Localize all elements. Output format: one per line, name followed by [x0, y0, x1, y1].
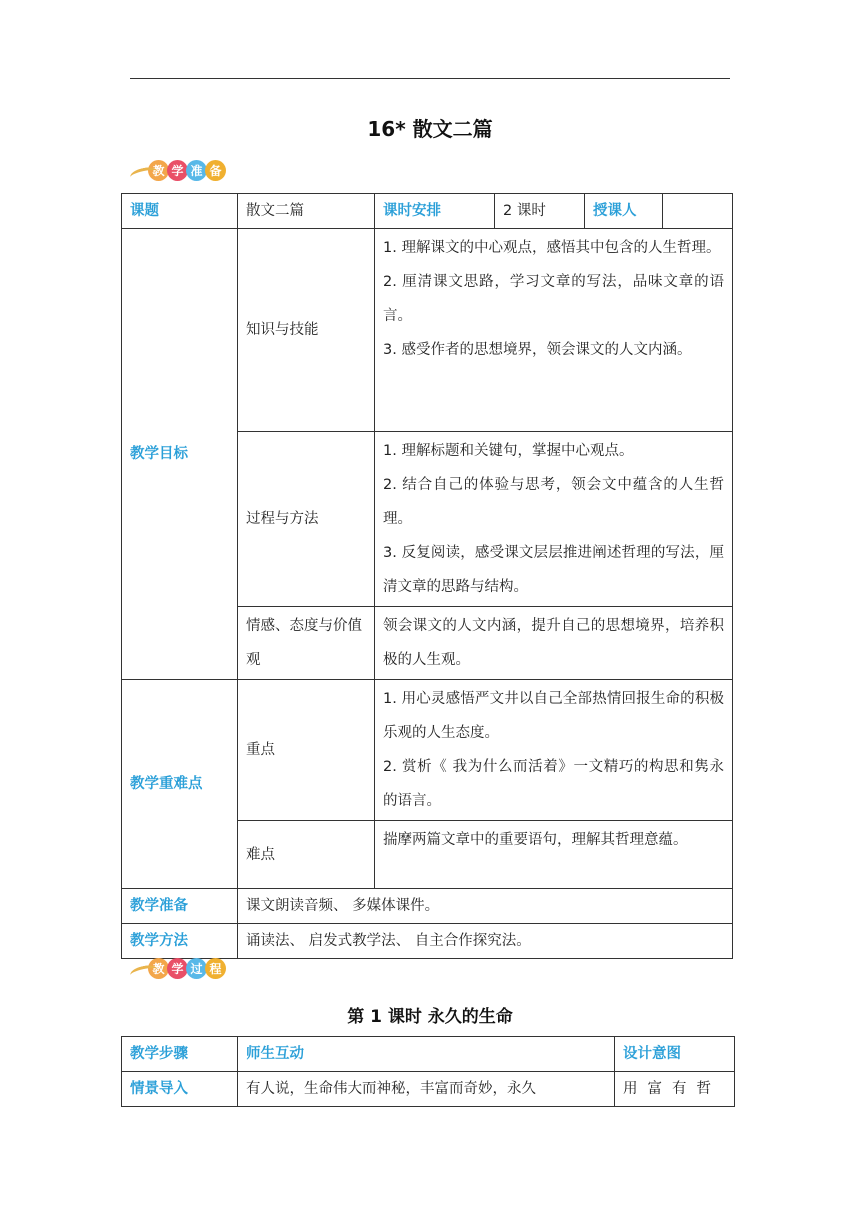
badge-char: 备	[205, 160, 226, 181]
teaching-prep-badge	[128, 157, 226, 183]
column-header: 教学步骤	[122, 1037, 238, 1072]
list-item: 2. 厘清课文思路，学习文章的写法，品味文章的语言。	[383, 274, 724, 324]
method-value: 诵读法、 启发式教学法、 自主合作探究法。	[238, 924, 733, 959]
table-cell: 用富有哲	[615, 1072, 735, 1107]
prep-value: 课文朗读音频、 多媒体课件。	[238, 889, 733, 924]
column-header: 设计意图	[615, 1037, 735, 1072]
swoosh-icon	[128, 957, 158, 979]
list-item: 揣摩两篇文章中的重要语句，理解其哲理意蕴。	[383, 832, 688, 848]
badge-char: 准	[186, 160, 207, 181]
lesson-info-table	[121, 193, 733, 959]
process-label: 过程与方法	[238, 432, 375, 607]
key-points-label: 教学重难点	[122, 680, 238, 889]
hours-value: 2 课时	[495, 194, 585, 229]
header-rule	[130, 78, 730, 79]
list-item: 3. 反复阅读，感受课文层层推进阐述哲理的写法，厘清文章的思路与结构。	[383, 545, 724, 595]
goals-label: 教学目标	[122, 229, 238, 680]
list-item: 3. 感受作者的思想境界，领会课文的人文内涵。	[383, 342, 692, 358]
difficulty-label: 难点	[238, 821, 375, 889]
list-item: 领会课文的人文内涵，提升自己的思想境界，培养积极的人生观。	[383, 618, 724, 668]
list-item: 1. 理解标题和关键句，掌握中心观点。	[383, 443, 634, 459]
knowledge-items	[375, 229, 733, 432]
difficulty-items	[375, 821, 733, 889]
badge-char: 过	[186, 958, 207, 979]
hours-label: 课时安排	[375, 194, 495, 229]
knowledge-label: 知识与技能	[238, 229, 375, 432]
prep-label: 教学准备	[122, 889, 238, 924]
emotion-label: 情感、态度与价值观	[238, 607, 375, 680]
topic-value: 散文二篇	[238, 194, 375, 229]
badge-char: 学	[167, 160, 188, 181]
badge-char: 教	[148, 160, 169, 181]
list-item: 1. 理解课文的中心观点，感悟其中包含的人生哲理。	[383, 240, 721, 256]
badge-char: 程	[205, 958, 226, 979]
list-item: 2. 结合自己的体验与思考，领会文中蕴含的人生哲理。	[383, 477, 724, 527]
teacher-label: 授课人	[585, 194, 663, 229]
list-item: 2. 赏析《 我为什么而活着》一文精巧的构思和隽永的语言。	[383, 759, 724, 809]
table-cell: 情景导入	[122, 1072, 238, 1107]
emotion-items	[375, 607, 733, 680]
badge-char: 教	[148, 958, 169, 979]
lesson-title: 第 1 课时 永久的生命	[347, 1007, 513, 1027]
badge-char: 学	[167, 958, 188, 979]
list-item: 1. 用心灵感悟严文井以自己全部热情回报生命的积极乐观的人生态度。	[383, 691, 724, 741]
teaching-process-badge	[128, 955, 226, 981]
process-items	[375, 432, 733, 607]
table-row	[122, 1072, 735, 1107]
focus-items	[375, 680, 733, 821]
focus-label: 重点	[238, 680, 375, 821]
method-label: 教学方法	[122, 924, 238, 959]
teaching-process-table	[121, 1036, 735, 1107]
column-header: 师生互动	[238, 1037, 615, 1072]
topic-label: 课题	[122, 194, 238, 229]
swoosh-icon	[128, 159, 158, 181]
page-title: 16* 散文二篇	[367, 117, 493, 141]
table-cell: 有人说，生命伟大而神秘，丰富而奇妙，永久	[238, 1072, 615, 1107]
teacher-value	[663, 194, 733, 229]
